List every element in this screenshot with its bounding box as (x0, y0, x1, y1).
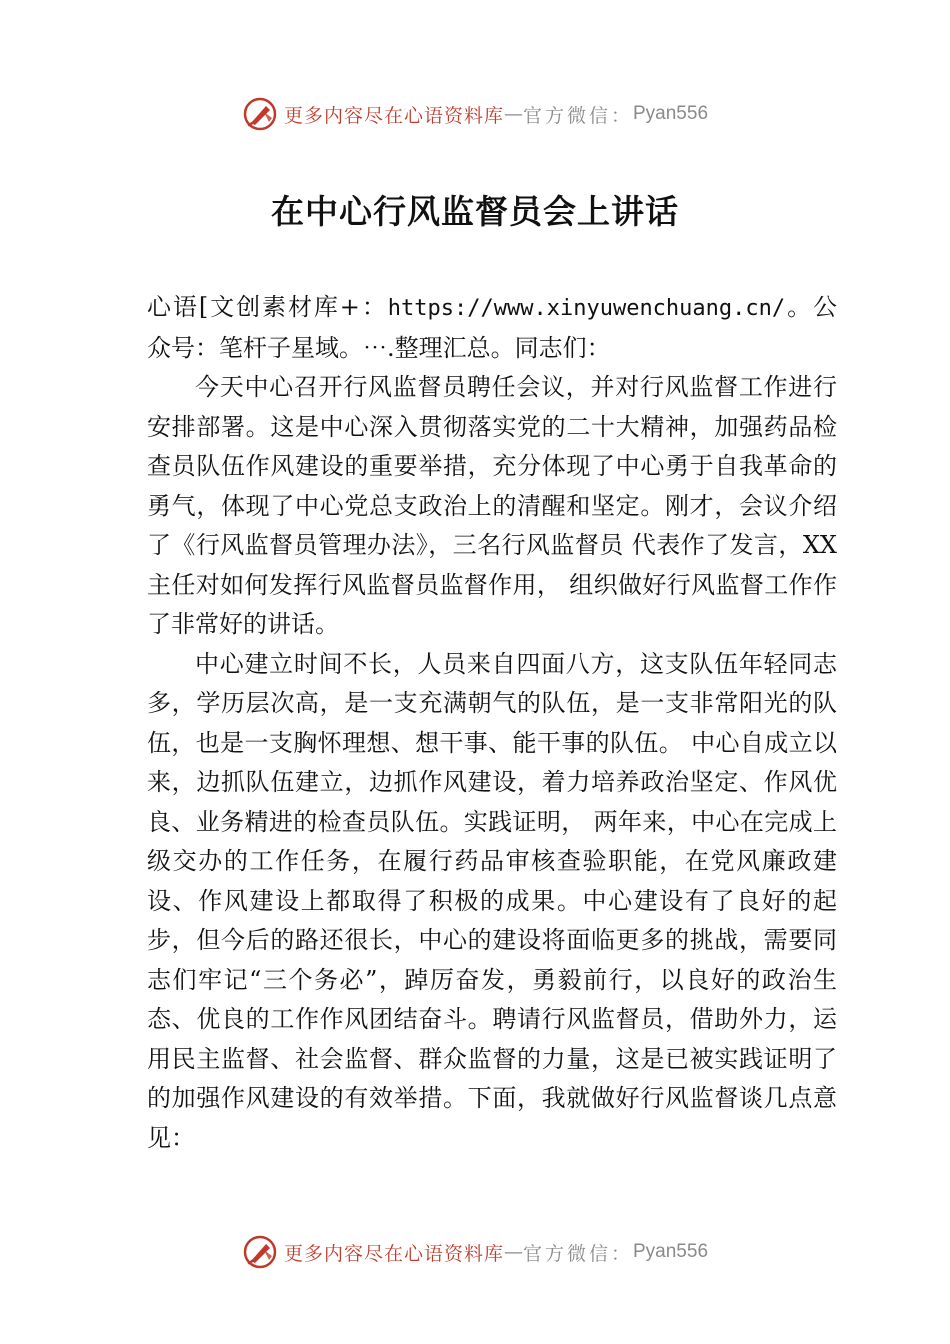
body-paragraph-2: 中心建立时间不长，人员来自四面八方，这支队伍年轻同志多，学历层次高，是一支充满朝气的队伍，是一支非常阳光的队伍，也是一支胸怀理想、想干事、能干事的队伍。 中心自成立以来，边抓队伍建立，边抓作风建设，着力培养政治坚定、作风优良、业务精进的检查员队伍。实践证明， 两年来，中心在完成上级交办的工作任务，在履行药品审核查验职能，在党风廉政建设、作风建设上都取得了积极的成果。中心建设有了良好的起步，但今后的路还很长，中心的建设将面临更多的挑战，需要同志们牢记“三个务必”，踔厉奋发，勇毅前行，以良好的政治生态、优良的工作作风团结奋斗。聘请行风监督员，借助外力，运用民主监督、社会监督、群众监督的力量，这是已被实践证明了的加强作风建设的有效举措。下面，我就做好行风监督谈几点意见： (147, 649, 837, 1152)
intro-suffix: 。公众号：笔杆子星域。⋯.整理汇总。同志们： (147, 293, 837, 362)
wechat-label: 官方微信： (522, 104, 633, 127)
pen-nib-logo-icon (242, 96, 278, 132)
banner-dash: — (503, 103, 523, 125)
library-brand-text: 更多内容尽在心语资料库 (283, 104, 504, 127)
library-brand-text: 更多内容尽在心语资料库 (283, 1242, 504, 1265)
document-title: 在中心行风监督员会上讲话 (271, 192, 679, 231)
website-url: https://www.xinyuwenchuang.cn/ (387, 296, 786, 321)
intro-paragraph (147, 288, 837, 368)
wechat-label: 官方微信： (522, 1242, 633, 1265)
wechat-id: Pyan556 (633, 1241, 709, 1262)
header-banner (0, 94, 950, 134)
wechat-id: Pyan556 (633, 103, 709, 124)
pen-nib-logo-icon (242, 1234, 278, 1270)
banner-dash: — (503, 1241, 523, 1263)
document-body (147, 288, 837, 1158)
intro-prefix: 心语[文创素材库+： (147, 293, 388, 321)
body-paragraph-1: 今天中心召开行风监督员聘任会议，并对行风监督工作进行安排部署。这是中心深入贯彻落实党的二十大精神，加强药品检查员队伍作风建设的重要举措，充分体现了中心勇于自我革命的勇气，体现了中心党总支政治上的清醒和坚定。刚才，会议介绍了《行风监督员管理办法》，三名行风监督员 代表作了发言，XX主任对如何发挥行风监督员监督作用， 组织做好行风监督工作作了非常好的讲话。 (147, 373, 837, 638)
footer-banner (0, 1232, 950, 1272)
